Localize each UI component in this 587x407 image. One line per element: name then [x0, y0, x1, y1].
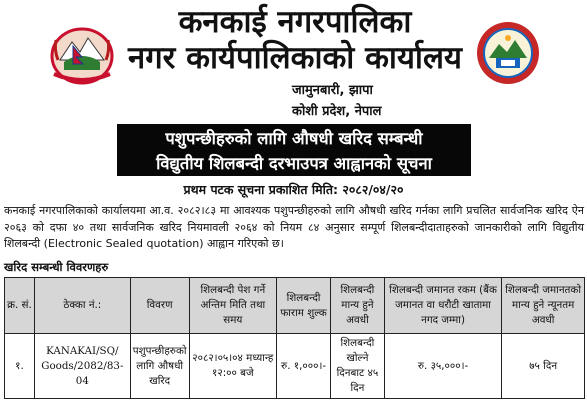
col-header-security: शिलबन्दी जमानत रकम (बैंक जमानत वा धरौटी खातामा नगद जम्मा) — [384, 278, 501, 334]
municipality-name: कनकाई नगरपालिका — [178, 4, 412, 40]
col-header-security-validity: शिलबन्दी जमानतको मान्य हुने न्यूनतम अवधी — [502, 278, 585, 334]
nepal-emblem-icon — [46, 20, 118, 88]
table-header-row — [5, 278, 585, 334]
cell-fee: रु. १,०००।- — [277, 334, 331, 399]
cell-security-validity: ७५ दिन — [502, 334, 585, 399]
cell-sn: १. — [5, 334, 35, 399]
col-header-contract: ठेक्का नं.: — [34, 278, 130, 334]
notice-banner — [117, 124, 471, 176]
cell-validity: शिलबन्दी खोल्ने दिनबाट ४५ दिन — [331, 334, 385, 399]
office-province: कोशी प्रदेश, नेपाल — [292, 104, 382, 119]
cell-security: रु. ३५,०००।- — [384, 334, 501, 399]
banner-line-2: विद्युतीय शिलबन्दी दरभाउपत्र आह्वानको सूचना — [156, 154, 432, 173]
office-name: नगर कार्यपालिकाको कार्यालय — [128, 40, 462, 76]
notice-paragraph: कनकाई नगरपालिकाको कार्यालयमा आ.व. २०८२।८३ मा आवश्यक पशुपन्छीहरुको लागि औषधी खरिद गर्नका लागि प्रचलित सार्वजनिक खरिद ऐन २०६३ को दफा ४० तथा सार्वजनिक खरिद नियमावली २०६४ को नियम ८४ अनुसार सम्पूर्ण शिलबन्दीदाताहरुको जानकारीको लागि विद्युतीय शिलबन्दी (Electronic Sealed quotation) आह्वान गरिएको छ। — [4, 204, 584, 250]
office-address: जामुनबारी, झापा — [292, 83, 373, 98]
publish-date: प्रथम पटक सूचना प्रकाशित मिति: २०८२/०४/२० — [183, 182, 404, 197]
section-title: खरिद सम्बन्धी विवरणहरु — [4, 260, 109, 274]
table-row — [5, 334, 585, 399]
office-header — [0, 0, 587, 122]
cell-contract: KANAKAI/SQ/ Goods/2082/83-04 — [34, 334, 130, 399]
col-header-fee: शिलबन्दी फाराम शुल्क — [277, 278, 331, 334]
col-header-deadline: शिलबन्दी पेश गर्ने अन्तिम मिति तथा समय — [189, 278, 277, 334]
cell-description: पशुपन्छीहरुको लागि औषधी खरिद — [130, 334, 189, 399]
cell-deadline: २०८२।०५।०४ मध्यान्ह १२:०० बजे — [189, 334, 277, 399]
col-header-description: विवरण — [130, 278, 189, 334]
procurement-table — [4, 277, 585, 399]
municipality-logo-icon — [475, 20, 541, 86]
col-header-sn: क्र. सं. — [5, 278, 35, 334]
col-header-validity: शिलबन्दी मान्य हुने अवधी — [331, 278, 385, 334]
banner-line-1: पशुपन्छीहरुको लागि औषधी खरिद सम्बन्धी — [165, 129, 423, 148]
